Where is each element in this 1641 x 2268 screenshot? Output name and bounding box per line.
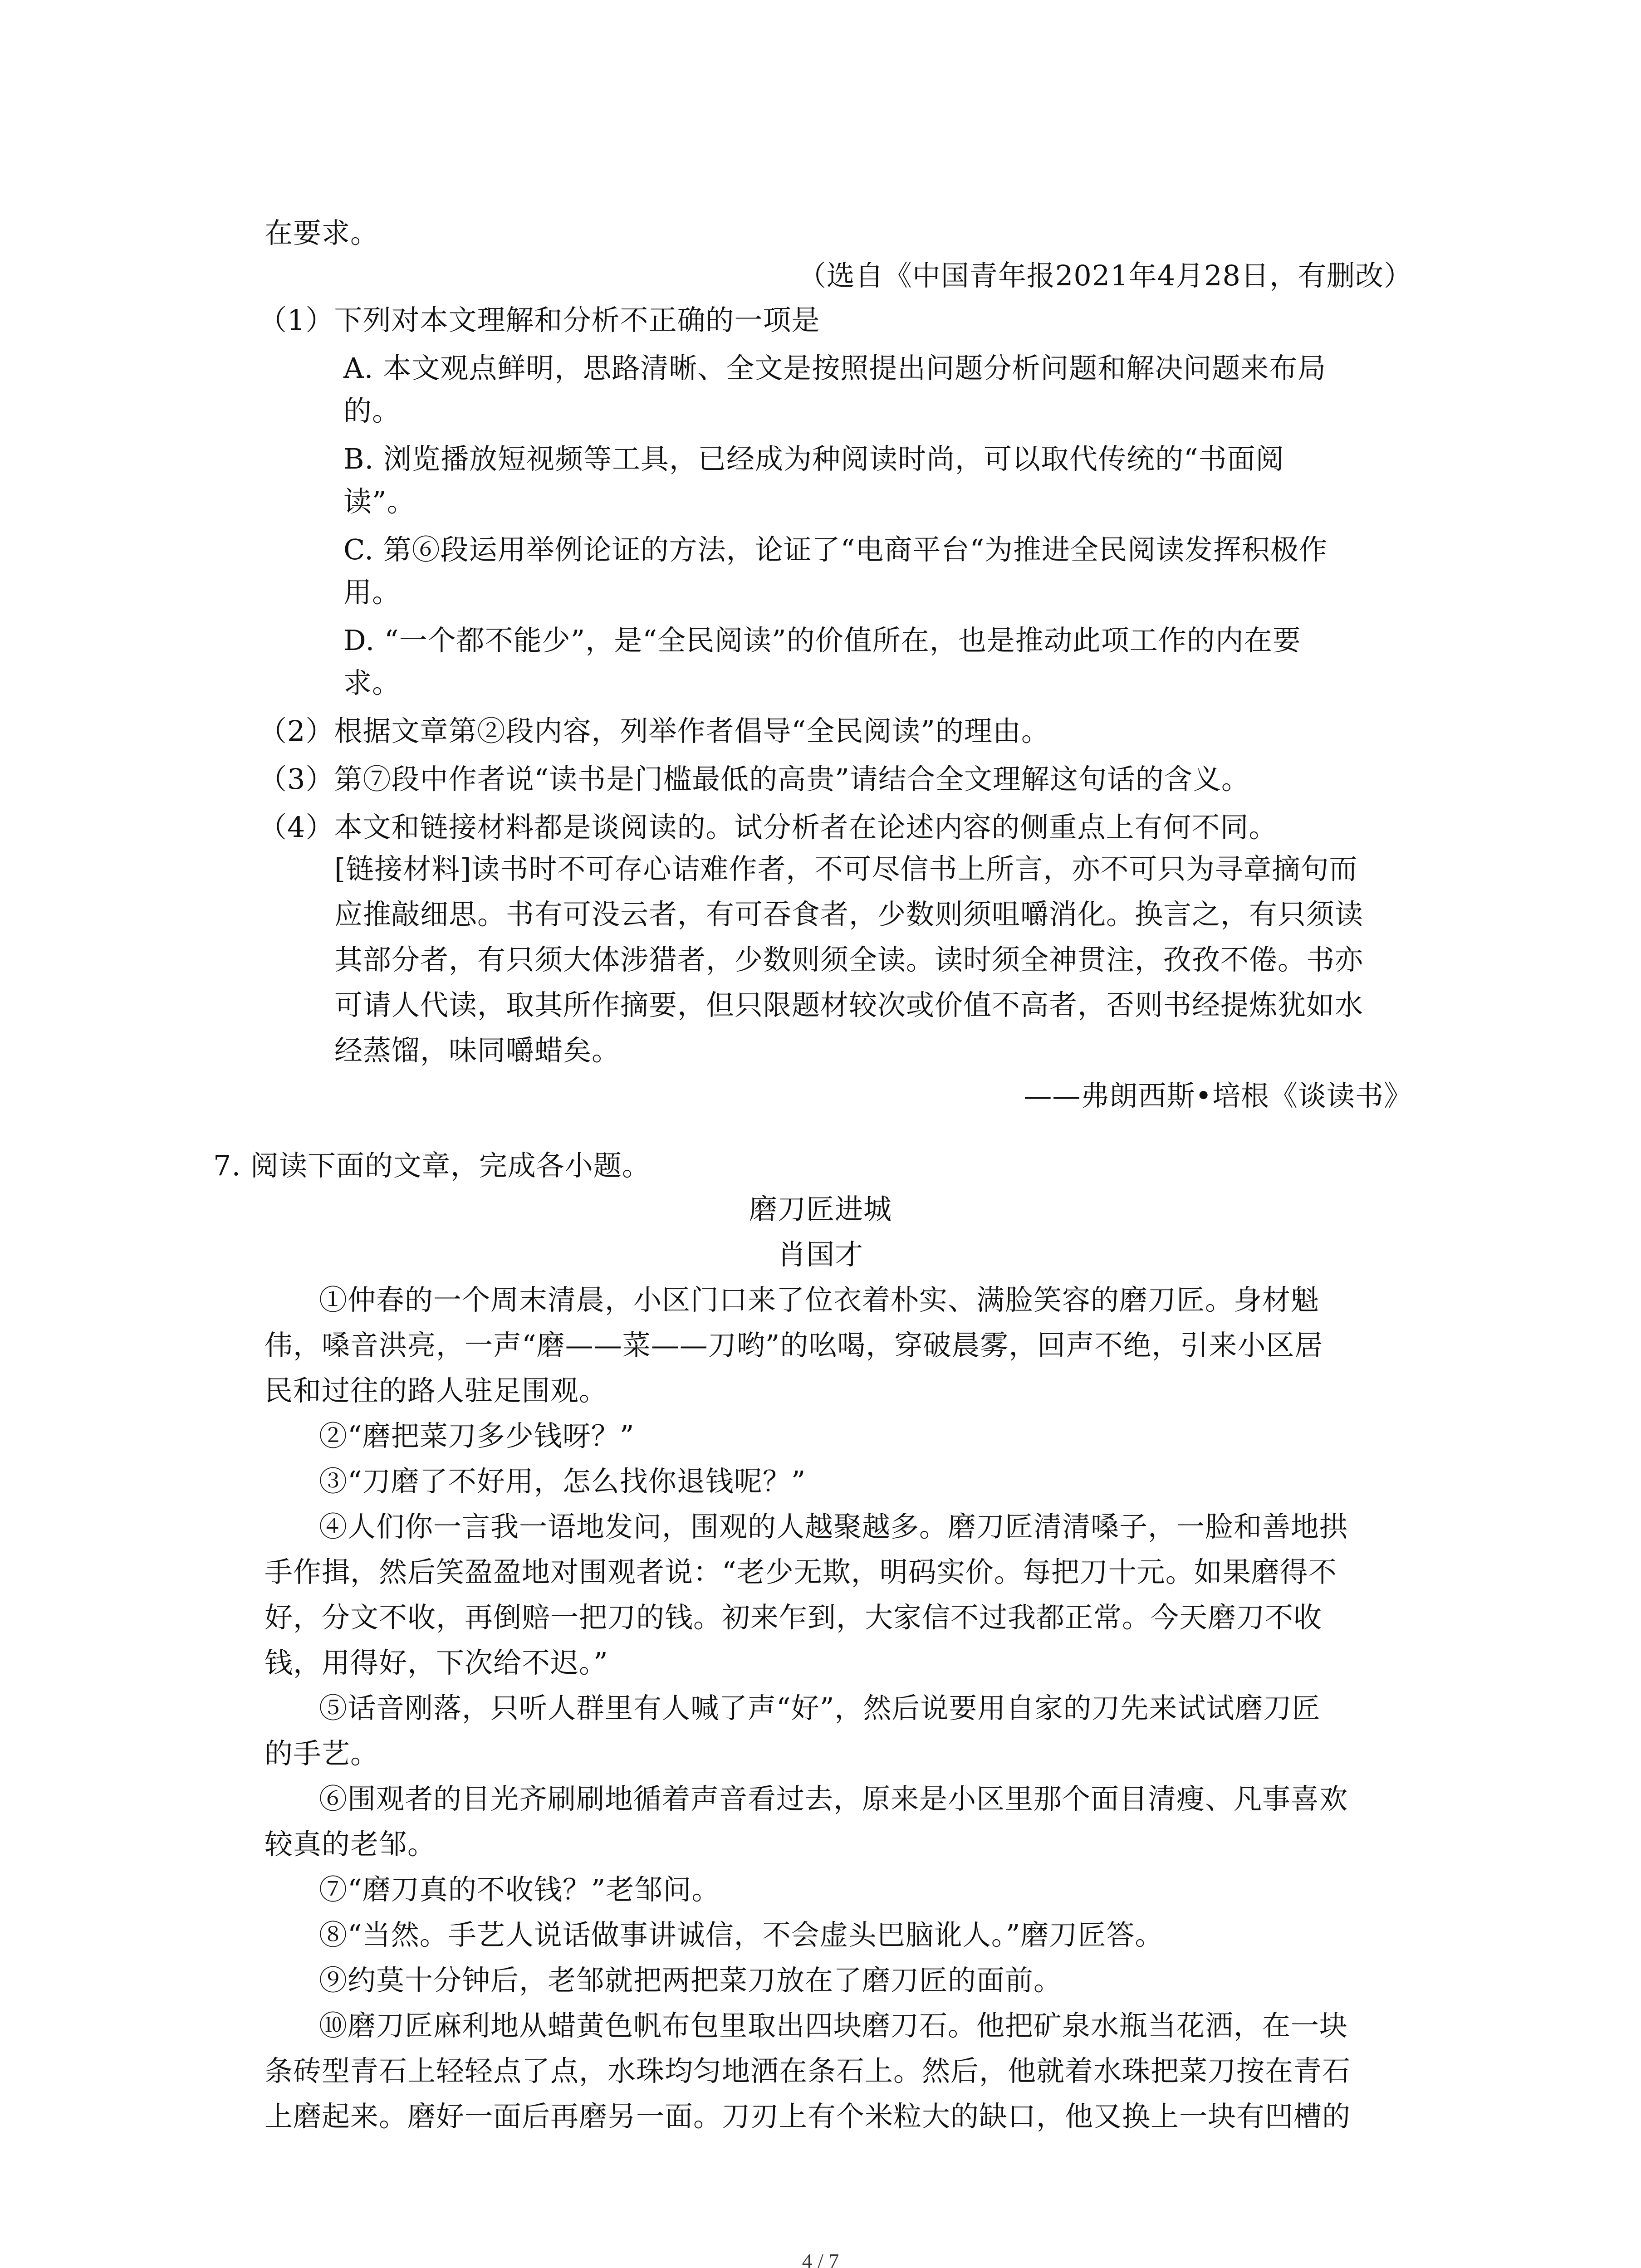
paragraph-line: 民和过往的路人驻足围观。 [265, 1374, 608, 1407]
option-a-cont: 的。 [343, 394, 401, 427]
page-number: 4 / 7 [802, 2249, 839, 2268]
question-4: （4）本文和链接材料都是谈阅读的。试分析者在论述内容的侧重点上有何不同。 [259, 811, 1278, 844]
paragraph-line: ②“磨把菜刀多少钱呀？” [319, 1419, 635, 1452]
option-c-cont: 用。 [343, 576, 401, 609]
question-7-intro: 7. 阅读下面的文章，完成各小题。 [213, 1149, 651, 1182]
paragraph-line: ⑨约莫十分钟后，老邹就把两把菜刀放在了磨刀匠的面前。 [319, 1964, 1063, 1997]
source-citation: （选自《中国青年报2021年4月28日，有删改） [798, 259, 1412, 292]
paragraph-line: ⑤话音刚落，只听人群里有人喊了声“好”，然后说要用自家的刀先来试试磨刀匠 [319, 1691, 1321, 1725]
option-c: C. 第⑥段运用举例论证的方法，论证了“电商平台“为推进全民阅读发挥积极作 [343, 533, 1328, 566]
paragraph-line: 好，分文不收，再倒赔一把刀的钱。初来乍到，大家信不过我都正常。今天磨刀不收 [265, 1601, 1323, 1634]
link-material-source: ——弗朗西斯•培根《谈读书》 [1024, 1079, 1412, 1112]
question-1: （1）下列对本文理解和分析不正确的一项是 [259, 303, 820, 337]
paragraph-line: 伟，嗓音洪亮，一声“磨——菜——刀哟”的吆喝，穿破晨雾，回声不绝，引来小区居 [265, 1329, 1323, 1362]
text-line: 在要求。 [265, 216, 379, 249]
paragraph-line: 手作揖，然后笑盈盈地对围观者说：“老少无欺，明码实价。每把刀十元。如果磨得不 [265, 1555, 1337, 1589]
link-material-line: 可请人代读，取其所作摘要，但只限题材较次或价值不高者，否则书经提炼犹如水 [334, 988, 1364, 1022]
option-b-cont: 读”。 [343, 485, 416, 518]
paragraph-line: 较真的老邹。 [265, 1828, 436, 1861]
paragraph-line: 条砖型青石上轻轻点了点，水珠均匀地洒在条石上。然后，他就着水珠把菜刀按在青石 [265, 2054, 1351, 2087]
option-b: B. 浏览播放短视频等工具，已经成为种阅读时尚，可以取代传统的“书面阅 [343, 442, 1284, 475]
option-d-cont: 求。 [343, 666, 401, 699]
paragraph-line: ⑧“当然。手艺人说话做事讲诚信，不会虚头巴脑讹人。”磨刀匠答。 [319, 1918, 1164, 1951]
paragraph-line: ⑩磨刀匠麻利地从蜡黄色帆布包里取出四块磨刀石。他把矿泉水瓶当花洒，在一块 [319, 2009, 1348, 2042]
paragraph-line: 钱，用得好，下次给不迟。” [265, 1646, 608, 1679]
article-author: 肖国才 [777, 1238, 863, 1271]
paragraph-line: ⑦“磨刀真的不收钱？”老邹问。 [319, 1873, 720, 1906]
paragraph-line: ③“刀磨了不好用，怎么找你退钱呢？” [319, 1465, 806, 1498]
question-3: （3）第⑦段中作者说“读书是门槛最低的高贵”请结合全文理解这句话的含义。 [259, 763, 1250, 796]
link-material-line: [链接材料]读书时不可存心诘难作者，不可尽信书上所言，亦不可只为寻章摘句而 [334, 852, 1358, 885]
article-title: 磨刀匠进城 [749, 1193, 892, 1226]
link-material-line: 应推敲细思。书有可没云者，有可吞食者，少数则须咀嚼消化。换言之，有只须读 [334, 898, 1364, 931]
paragraph-line: ⑥围观者的目光齐刷刷地循着声音看过去，原来是小区里那个面目清瘦、凡事喜欢 [319, 1782, 1348, 1815]
option-a: A. 本文观点鲜明，思路清晰、全文是按照提出问题分析问题和解决问题来布局 [343, 352, 1327, 385]
question-2: （2）根据文章第②段内容，列举作者倡导“全民阅读”的理由。 [259, 714, 1050, 748]
paragraph-line: 的手艺。 [265, 1737, 379, 1770]
paragraph-line: 上磨起来。磨好一面后再磨另一面。刀刃上有个米粒大的缺口，他又换上一块有凹槽的 [265, 2100, 1351, 2133]
link-material-line: 其部分者，有只须大体涉猎者，少数则须全读。读时须全神贯注，孜孜不倦。书亦 [334, 943, 1364, 976]
paragraph-line: ①仲春的一个周末清晨，小区门口来了位衣着朴实、满脸笑容的磨刀匠。身材魁 [319, 1283, 1320, 1316]
link-material-line: 经蒸馏，味同嚼蜡矣。 [334, 1034, 621, 1067]
paragraph-line: ④人们你一言我一语地发问，围观的人越聚越多。磨刀匠清清嗓子，一脸和善地拱 [319, 1510, 1348, 1543]
option-d: D. “一个都不能少”，是“全民阅读”的价值所在，也是推动此项工作的内在要 [343, 624, 1301, 657]
